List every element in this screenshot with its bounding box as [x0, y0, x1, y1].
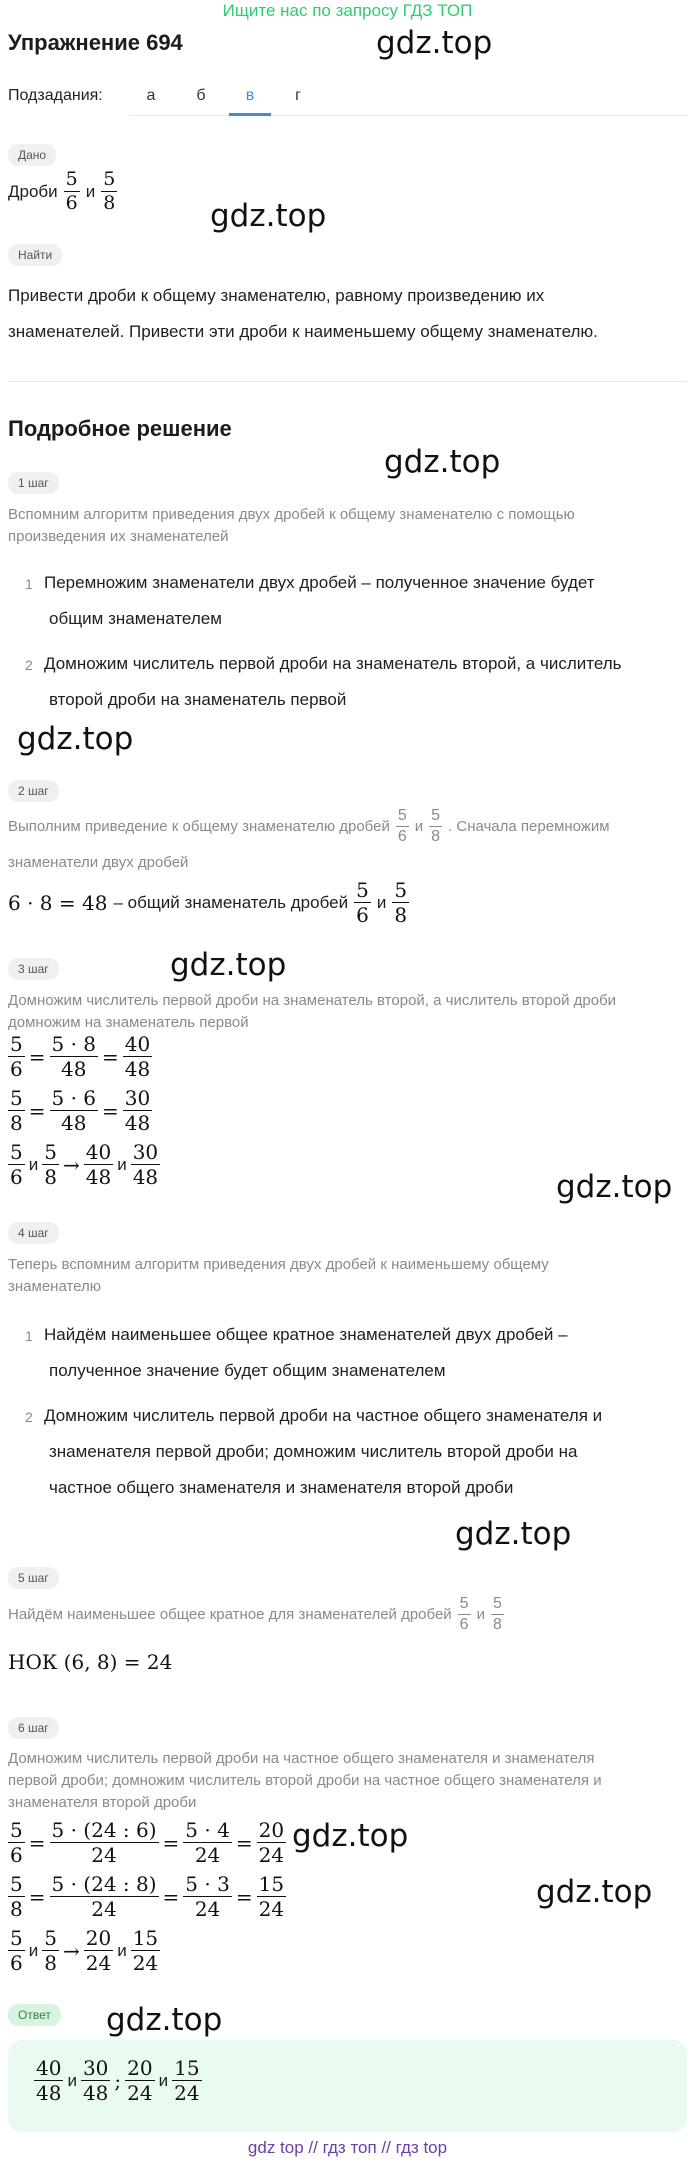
math-line: $\frac{5}{8}$ = $\frac{5 \cdot 6}{48}$ = $\frac{30}{48}$	[10, 1086, 151, 1135]
fraction: $\frac{5}{6}$	[10, 1818, 23, 1867]
fraction: $\frac{5}{6}$	[10, 1926, 23, 1975]
list-item: Найдём наименьшее общее кратное знаменателей двух дробей –	[44, 1325, 568, 1344]
fraction: $\frac{5}{8}$	[492, 1595, 502, 1633]
step-pill: 2 шаг	[8, 780, 59, 802]
subtasks-label: Подзадания:	[8, 87, 103, 104]
fraction: $\frac{40}{48}$	[124, 1032, 151, 1081]
list-item: частное общего знаменателя и знаменателя второй дроби	[49, 1478, 514, 1497]
fraction: $\frac{5}{6}$	[10, 1032, 23, 1081]
math-line: 6 · 8 = 48 – общий знаменатель дробей $\frac{5}{6}$ и $\frac{5}{8}$	[8, 878, 408, 927]
tab-g[interactable]: г	[295, 87, 301, 104]
tab-v[interactable]: в	[245, 87, 255, 104]
step-text: первой дроби; домножим числитель второй дроби на частное общего знаменателя и	[8, 1772, 602, 1789]
fraction: $\frac{5}{6}$	[356, 878, 369, 927]
fraction: $\frac{20}{24}$	[127, 2056, 153, 2105]
divider	[8, 381, 687, 382]
page-title: Упражнение 694	[8, 30, 183, 55]
fraction: $\frac{5}{6}$	[65, 168, 78, 214]
fraction: $\frac{5}{8}$	[394, 878, 408, 927]
list-item: общим знаменателем	[49, 609, 222, 628]
step-text: Найдём наименьшее общее кратное для знаменателей дробей $\frac{5}{6}$ и $\frac{5}{8}$	[8, 1595, 502, 1633]
list-item: Перемножим знаменатели двух дробей – полученное значение будет	[44, 573, 595, 592]
step-text: знаменатели двух дробей	[8, 854, 189, 871]
step-text: Выполним приведение к общему знаменателю дробей $\frac{5}{6}$ и $\frac{5}{8}$ . Сначала перемножим	[8, 807, 610, 845]
list-item: полученное значение будет общим знаменателем	[49, 1361, 446, 1380]
math-line: $\frac{5}{6}$ = $\frac{5 \cdot (24 : 6)}{24}$ = $\frac{5 \cdot 4}{24}$ = $\frac{20}{24}$	[10, 1818, 285, 1867]
fraction: $\frac{5}{8}$	[103, 168, 116, 214]
step-pill: 6 шаг	[8, 1717, 59, 1739]
fraction: $\frac{40}{48}$	[85, 1140, 112, 1189]
step-text: произведения их знаменателей	[8, 528, 229, 545]
list-item: Домножим числитель первой дроби на частное общего знаменателя и	[44, 1406, 603, 1425]
watermark: gdz.top	[536, 1874, 653, 1910]
fraction: $\frac{5}{6}$	[10, 1140, 23, 1189]
find-text-line: знаменателей. Привести эти дроби к наименьшему общему знаменателю.	[8, 322, 598, 341]
step-pill: 3 шаг	[8, 958, 59, 980]
tab-a[interactable]: а	[146, 87, 156, 104]
find-text-line: Привести дроби к общему знаменателю, равному произведению их	[8, 286, 545, 305]
step-text: Вспомним алгоритм приведения двух дробей к общему знаменателю с помощью	[8, 506, 575, 523]
list-item: Домножим числитель первой дроби на знаменатель второй, а числитель	[44, 654, 622, 673]
step-pill: 1 шаг	[8, 472, 59, 494]
fraction: $\frac{40}{48}$	[36, 2056, 62, 2105]
fraction: $\frac{15}{24}$	[174, 2056, 200, 2105]
fraction: $\frac{5}{6}$	[459, 1595, 469, 1633]
conjunction: и	[85, 181, 96, 201]
tab-b[interactable]: б	[196, 87, 206, 104]
watermark: gdz.top	[210, 198, 327, 234]
list-number: 2	[25, 657, 33, 673]
fraction: $\frac{5 \cdot (24 : 6)}{24}$	[51, 1818, 157, 1867]
list-item: второй дроби на знаменатель первой	[49, 690, 347, 709]
given-pill: Дано	[8, 144, 56, 166]
answer-line: $\frac{40}{48}$ и $\frac{30}{48}$ ; $\frac{20}{24}$ и $\frac{15}{24}$	[36, 2056, 200, 2105]
watermark: gdz.top	[455, 1516, 572, 1552]
math-line: $\frac{5}{6}$ и $\frac{5}{8}$ → $\frac{40}{48}$ и $\frac{30}{48}$	[10, 1140, 159, 1189]
fraction: $\frac{5}{8}$	[44, 1140, 57, 1189]
step-text: домножим на знаменатель первой	[8, 1014, 249, 1031]
fraction: $\frac{15}{24}$	[258, 1872, 285, 1921]
fraction: $\frac{20}{24}$	[258, 1818, 285, 1867]
fraction: $\frac{5}{8}$	[44, 1926, 57, 1975]
step-text: Теперь вспомним алгоритм приведения двух дробей к наименьшему общему	[8, 1256, 549, 1273]
list-number: 1	[25, 1328, 33, 1344]
equation: 6 · 8 = 48	[8, 890, 108, 915]
fraction: $\frac{5 \cdot 6}{48}$	[51, 1086, 97, 1135]
list-item: знаменателя первой дроби; домножим числитель второй дроби на	[49, 1442, 578, 1461]
given-line	[8, 170, 117, 213]
fraction: $\frac{5}{8}$	[10, 1872, 23, 1921]
fraction: $\frac{15}{24}$	[132, 1926, 159, 1975]
fraction: $\frac{5}{8}$	[431, 807, 441, 845]
fraction: $\frac{5 \cdot 4}{24}$	[185, 1818, 230, 1867]
fraction: $\frac{30}{48}$	[82, 2056, 109, 2105]
fraction: $\frac{5 \cdot (24 : 8)}{24}$	[51, 1872, 157, 1921]
math-line: $\frac{5}{6}$ = $\frac{5 \cdot 8}{48}$ = $\frac{40}{48}$	[10, 1032, 151, 1081]
step-pill: 5 шаг	[8, 1567, 59, 1589]
step-text: Домножим числитель первой дроби на знаменатель второй, а числитель второй дроби	[8, 992, 617, 1009]
given-prefix: Дроби	[8, 181, 58, 201]
watermark: gdz.top	[384, 444, 501, 480]
fraction: $\frac{5}{6}$	[397, 807, 407, 845]
math-line: $\frac{5}{8}$ = $\frac{5 \cdot (24 : 8)}{24}$ = $\frac{5 \cdot 3}{24}$ = $\frac{15}{24}$	[10, 1872, 285, 1921]
list-number: 2	[25, 1409, 33, 1425]
watermark: gdz.top	[376, 25, 493, 61]
answer-pill: Ответ	[8, 2004, 61, 2026]
solution-title: Подробное решение	[8, 416, 232, 441]
watermark: gdz.top	[292, 1818, 409, 1854]
fraction: $\frac{5 \cdot 3}{24}$	[185, 1872, 230, 1921]
watermark: gdz.top	[17, 721, 134, 757]
math-line: $\frac{5}{6}$ и $\frac{5}{8}$ → $\frac{20}{24}$ и $\frac{15}{24}$	[10, 1926, 159, 1975]
lcm-equation: НОК (6, 8) = 24	[8, 1650, 173, 1674]
step-text: знаменателю	[8, 1278, 102, 1295]
watermark: gdz.top	[106, 2002, 223, 2038]
step-text: Домножим числитель первой дроби на частное общего знаменателя и знаменателя	[8, 1750, 595, 1767]
fraction: $\frac{5}{8}$	[10, 1086, 23, 1135]
fraction: $\frac{30}{48}$	[132, 1140, 159, 1189]
fraction: $\frac{5 \cdot 8}{48}$	[51, 1032, 97, 1081]
fraction: $\frac{20}{24}$	[85, 1926, 112, 1975]
list-number: 1	[25, 576, 33, 592]
search-banner[interactable]: Ищите нас по запросу ГДЗ ТОП	[222, 1, 473, 20]
watermark: gdz.top	[556, 1169, 673, 1205]
step-text: знаменателя второй дроби	[8, 1794, 197, 1811]
tabs-divider	[130, 115, 687, 116]
footer-links[interactable]: gdz top // гдз топ // гдз top	[247, 2138, 448, 2157]
fraction: $\frac{30}{48}$	[124, 1086, 151, 1135]
find-pill: Найти	[8, 244, 62, 266]
step-pill: 4 шаг	[8, 1222, 59, 1244]
watermark: gdz.top	[170, 947, 287, 983]
active-tab-indicator	[229, 113, 271, 116]
